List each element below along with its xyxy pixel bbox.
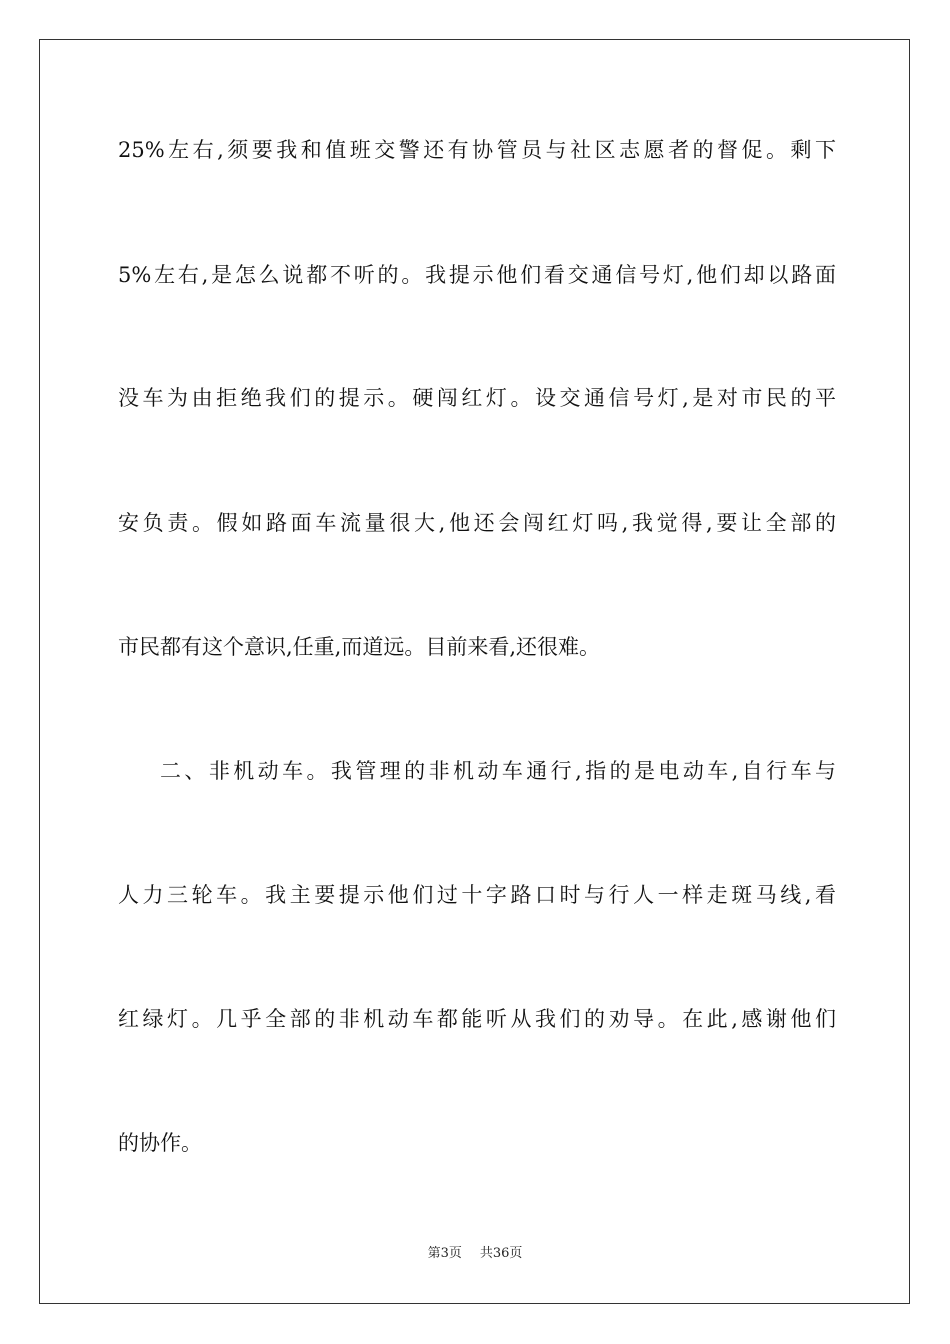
page-footer (0, 1245, 950, 1263)
paragraph-line-2: 5%左右,是怎么说都不听的。我提示他们看交通信号灯,他们却以路面 (118, 263, 836, 287)
paragraph-line-9: 的协作。 (118, 1131, 202, 1155)
page-number-total: 共36页 (479, 1246, 523, 1261)
page-number-current: 第3页 (427, 1246, 462, 1261)
paragraph-line-6: 二、非机动车。我管理的非机动车通行,指的是电动车,自行车与 (160, 759, 836, 783)
paragraph-line-1: 25%左右,须要我和值班交警还有协管员与社区志愿者的督促。剩下 (118, 138, 836, 162)
paragraph-line-3: 没车为由拒绝我们的提示。硬闯红灯。设交通信号灯,是对市民的平 (118, 386, 836, 410)
paragraph-line-5: 市民都有这个意识,任重,而道远。目前来看,还很难。 (118, 635, 601, 659)
paragraph-line-4: 安负责。假如路面车流量很大,他还会闯红灯吗,我觉得,要让全部的 (118, 511, 836, 535)
paragraph-line-7: 人力三轮车。我主要提示他们过十字路口时与行人一样走斑马线,看 (118, 883, 836, 907)
page-border (39, 39, 910, 1304)
paragraph-line-8: 红绿灯。几乎全部的非机动车都能听从我们的劝导。在此,感谢他们 (118, 1007, 836, 1031)
